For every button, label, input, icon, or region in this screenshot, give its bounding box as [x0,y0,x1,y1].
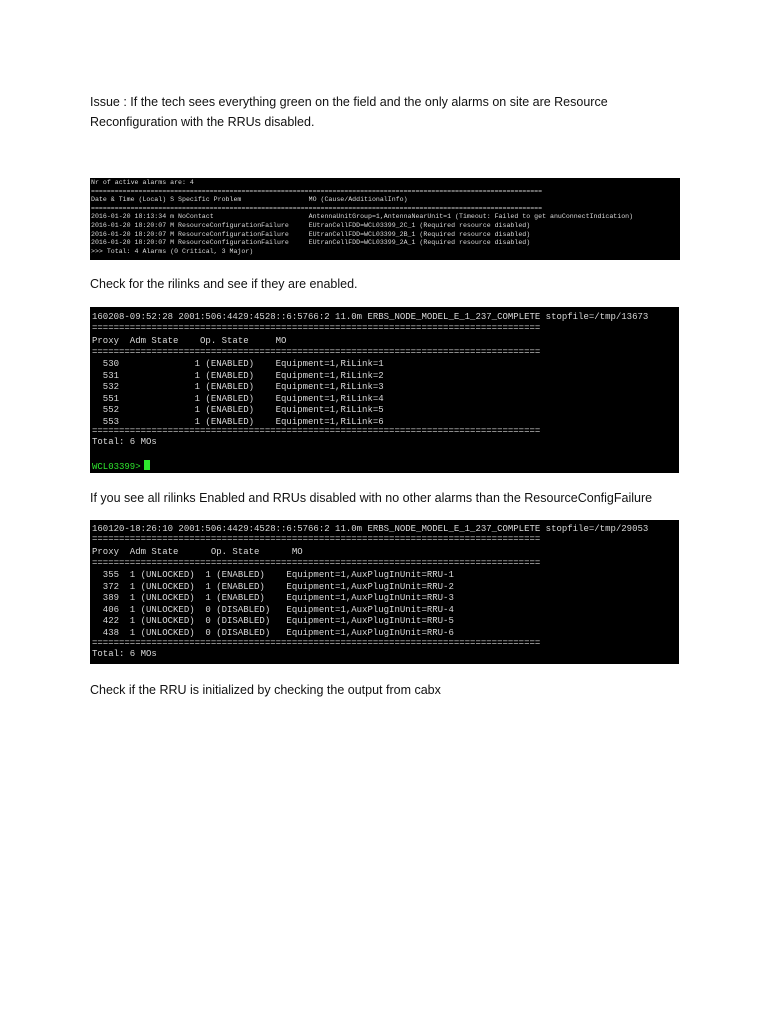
table-row: 422 1 (UNLOCKED) 0 (DISABLED) Equipment=1,AuxPlugInUnit=RRU-5 [92,616,454,626]
table-row: 551 1 (ENABLED) Equipment=1,RiLink=4 [92,393,384,404]
separator-line: =================================================================================== [92,638,541,648]
alarm-list-terminal [90,178,680,260]
rru-terminal [90,520,679,664]
table-row: 552 1 (ENABLED) Equipment=1,RiLink=5 [92,405,384,415]
command-line: 160208-09:52:28 2001:506:4429:4528::6:5766:2 11.0m ERBS_NODE_MODEL_E_1_237_COMPLETE stopfile=/tmp/13673 [92,312,649,322]
separator-line: =================================================================================== [92,323,541,333]
table-header: Proxy Adm State Op. State MO [92,336,287,346]
check-rru-text: Check if the RRU is initialized by checking the output from cabx [90,683,441,697]
issue-line-2: Reconfiguration with the RRUs disabled. [90,115,315,129]
table-row: 530 1 (ENABLED) Equipment=1,RiLink=1 [92,359,384,369]
issue-line-1: Issue : If the tech sees everything green on the field and the only alarms on site are Resource [90,95,608,109]
alarm-line: Nr of active alarms are: 4 [91,179,194,186]
table-row: 355 1 (UNLOCKED) 1 (ENABLED) Equipment=1,AuxPlugInUnit=RRU-1 [92,570,454,580]
separator-line: =================================================================================== [92,558,541,568]
table-row: 553 1 (ENABLED) Equipment=1,RiLink=6 [92,416,384,427]
total-line: Total: 6 MOs [92,649,157,659]
if-enabled-text: If you see all rilinks Enabled and RRUs disabled with no other alarms than the ResourceConfigFailure [90,491,653,505]
separator-line: =================================================================================== [92,534,541,544]
table-row: 438 1 (UNLOCKED) 0 (DISABLED) Equipment=1,AuxPlugInUnit=RRU-6 [92,627,454,638]
rilink-terminal [90,307,679,473]
table-header: Proxy Adm State Op. State MO [92,547,303,557]
cursor-icon [144,460,150,470]
table-row: 389 1 (UNLOCKED) 1 (ENABLED) Equipment=1,AuxPlugInUnit=RRU-3 [92,593,454,603]
table-row: 406 1 (UNLOCKED) 0 (DISABLED) Equipment=1,AuxPlugInUnit=RRU-4 [92,604,454,615]
alarm-row: 2016-01-20 18:20:07 M ResourceConfigurationFailure EUtranCellFDD=WCL03399_2C_1 (Required resource disabled) [91,222,531,229]
table-row: 532 1 (ENABLED) Equipment=1,RiLink=3 [92,382,384,392]
separator-line: ================================================================================================================== [91,187,543,195]
alarm-header: Date & Time (Local) S Specific Problem MO (Cause/AdditionalInfo) [91,196,408,204]
prompt-line[interactable] [92,460,150,473]
issue-paragraph [90,92,690,132]
separator-line: =================================================================================== [92,426,541,436]
table-row: 531 1 (ENABLED) Equipment=1,RiLink=2 [92,370,384,381]
alarm-row: 2016-01-20 18:20:07 M ResourceConfigurationFailure EUtranCellFDD=WCL03399_2A_1 (Required resource disabled) [91,239,531,247]
separator-line: ================================================================================================================== [91,204,543,212]
shell-prompt: WCL03399> [92,462,141,472]
alarm-row: 2016-01-20 18:20:07 M ResourceConfigurationFailure EUtranCellFDD=WCL03399_2B_1 (Required resource disabled) [91,230,531,238]
table-row: 372 1 (UNLOCKED) 1 (ENABLED) Equipment=1,AuxPlugInUnit=RRU-2 [92,581,454,592]
alarm-total: >>> Total: 4 Alarms (0 Critical, 3 Major) [91,247,254,255]
separator-line: =================================================================================== [92,347,541,357]
alarm-row: 2016-01-20 18:13:34 m NoContact AntennaUnitGroup=1,AntennaNearUnit=1 (Timeout: Failed to get anuConnectIndication) [91,213,634,221]
total-line: Total: 6 MOs [92,437,157,447]
command-line: 160120-18:26:10 2001:506:4429:4528::6:5766:2 11.0m ERBS_NODE_MODEL_E_1_237_COMPLETE stopfile=/tmp/29053 [92,524,649,534]
check-rilinks-text: Check for the rilinks and see if they are enabled. [90,277,358,291]
